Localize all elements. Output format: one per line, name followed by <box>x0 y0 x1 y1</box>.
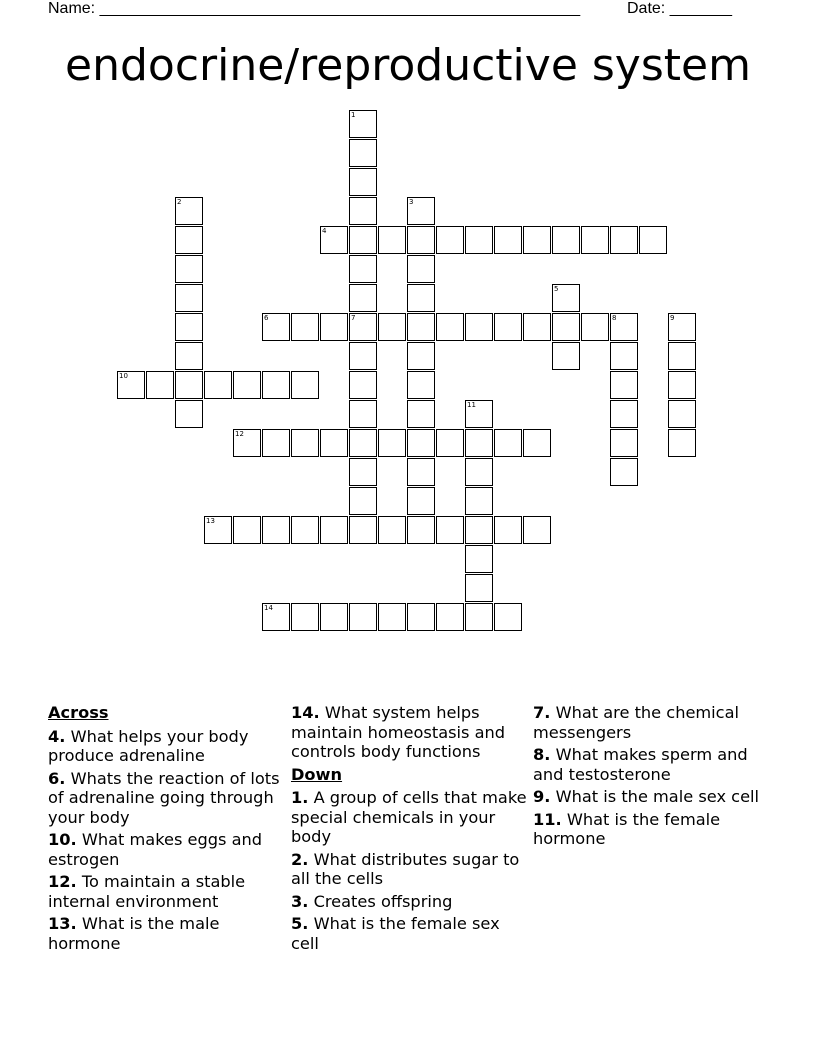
crossword-cell[interactable] <box>407 313 435 341</box>
clue-across-4: 4. What helps your body produce adrenaline <box>48 726 249 765</box>
crossword-cell[interactable] <box>407 603 435 631</box>
clue-down-8: 8. What makes sperm and and testosterone <box>533 745 748 784</box>
down-heading: Down <box>291 764 343 784</box>
clue-column-3 <box>533 703 773 852</box>
clue-down-1: 1. A group of cells that make special chemicals in your body <box>291 788 527 846</box>
crossword-cell[interactable] <box>668 313 696 341</box>
crossword-cell[interactable] <box>349 313 377 341</box>
crossword-cell[interactable] <box>523 226 551 254</box>
cell-number: 1 <box>351 111 356 119</box>
crossword-cell[interactable] <box>407 429 435 457</box>
cell-number: 9 <box>670 314 675 322</box>
crossword-cell[interactable] <box>262 371 290 399</box>
crossword-cell[interactable] <box>465 603 493 631</box>
crossword-cell[interactable] <box>436 226 464 254</box>
clue-down-9: 9. What is the male sex cell <box>533 787 760 806</box>
name-field[interactable]: Name: ______________________________________________________ <box>48 0 581 17</box>
crossword-cell[interactable] <box>378 226 406 254</box>
crossword-cell[interactable] <box>349 458 377 486</box>
crossword-cell[interactable] <box>291 371 319 399</box>
crossword-cell[interactable] <box>494 516 522 544</box>
crossword-cell[interactable] <box>349 168 377 196</box>
crossword-cell[interactable] <box>407 284 435 312</box>
crossword-cell[interactable] <box>552 342 580 370</box>
crossword-cell[interactable] <box>465 400 493 428</box>
crossword-cell[interactable] <box>175 197 203 225</box>
crossword-cell[interactable] <box>349 197 377 225</box>
crossword-cell[interactable] <box>262 313 290 341</box>
crossword-cell[interactable] <box>262 603 290 631</box>
crossword-cell[interactable] <box>291 516 319 544</box>
crossword-cell[interactable] <box>291 603 319 631</box>
crossword-cell[interactable] <box>175 371 203 399</box>
crossword-cell[interactable] <box>262 429 290 457</box>
crossword-cell[interactable] <box>465 487 493 515</box>
crossword-cell[interactable] <box>320 429 348 457</box>
crossword-cell[interactable] <box>436 516 464 544</box>
crossword-cell[interactable] <box>523 516 551 544</box>
crossword-cell[interactable] <box>349 284 377 312</box>
crossword-cell[interactable] <box>494 226 522 254</box>
crossword-cell[interactable] <box>407 371 435 399</box>
cell-number: 13 <box>206 517 215 525</box>
crossword-cell[interactable] <box>639 226 667 254</box>
crossword-cell[interactable] <box>320 226 348 254</box>
cell-number: 3 <box>409 198 414 206</box>
crossword-cell[interactable] <box>523 429 551 457</box>
crossword-cell[interactable] <box>668 429 696 457</box>
clue-across-6: 6. Whats the reaction of lots of adrenaline going through your body <box>48 768 280 827</box>
crossword-cell[interactable] <box>175 313 203 341</box>
crossword-cell[interactable] <box>262 516 290 544</box>
crossword-cell[interactable] <box>610 458 638 486</box>
crossword-cell[interactable] <box>291 429 319 457</box>
crossword-cell[interactable] <box>581 313 609 341</box>
crossword-cell[interactable] <box>465 545 493 573</box>
crossword-cell[interactable] <box>378 429 406 457</box>
crossword-cell[interactable] <box>204 371 232 399</box>
crossword-cell[interactable] <box>610 429 638 457</box>
crossword-cell[interactable] <box>523 313 551 341</box>
crossword-cell[interactable] <box>465 516 493 544</box>
page-title: endocrine/reproductive system <box>65 40 751 91</box>
crossword-cell[interactable] <box>175 255 203 283</box>
crossword-cell[interactable] <box>407 226 435 254</box>
crossword-cell[interactable] <box>349 603 377 631</box>
clue-column-1 <box>48 703 288 956</box>
crossword-cell[interactable] <box>407 516 435 544</box>
crossword-cell[interactable] <box>610 342 638 370</box>
cell-number: 4 <box>322 227 327 235</box>
crossword-cell[interactable] <box>291 313 319 341</box>
crossword-cell[interactable] <box>175 284 203 312</box>
crossword-cell[interactable] <box>175 342 203 370</box>
crossword-cell[interactable] <box>610 371 638 399</box>
crossword-cell[interactable] <box>378 516 406 544</box>
crossword-cell[interactable] <box>407 255 435 283</box>
crossword-cell[interactable] <box>320 603 348 631</box>
across-heading: Across <box>48 703 109 722</box>
crossword-cell[interactable] <box>349 342 377 370</box>
crossword-cell[interactable] <box>610 226 638 254</box>
clue-down-7: 7. What are the chemical messengers <box>533 703 739 742</box>
crossword-cell[interactable] <box>233 371 261 399</box>
crossword-cell[interactable] <box>610 313 638 341</box>
crossword-cell[interactable] <box>552 226 580 254</box>
crossword-cell[interactable] <box>407 400 435 428</box>
cell-number: 8 <box>612 314 617 322</box>
clue-across-12: 12. To maintain a stable internal environment <box>48 872 246 911</box>
crossword-cell[interactable] <box>668 342 696 370</box>
cell-number: 7 <box>351 314 356 322</box>
cell-number: 5 <box>554 285 559 293</box>
crossword-cell[interactable] <box>668 400 696 428</box>
crossword-cell[interactable] <box>146 371 174 399</box>
crossword-cell[interactable] <box>407 487 435 515</box>
crossword-cell[interactable] <box>349 139 377 167</box>
crossword-cell[interactable] <box>320 313 348 341</box>
crossword-cell[interactable] <box>204 516 232 544</box>
crossword-cell[interactable] <box>349 226 377 254</box>
crossword-cell[interactable] <box>349 487 377 515</box>
clue-down-2: 2. What distributes sugar to all the cells <box>291 849 520 888</box>
crossword-cell[interactable] <box>465 574 493 602</box>
crossword-cell[interactable] <box>320 516 348 544</box>
crossword-cell[interactable] <box>117 371 145 399</box>
cell-number: 6 <box>264 314 269 322</box>
crossword-cell[interactable] <box>494 429 522 457</box>
cell-number: 10 <box>119 372 128 380</box>
crossword-cell[interactable] <box>175 226 203 254</box>
clue-column-2 <box>291 703 531 956</box>
crossword-cell[interactable] <box>407 342 435 370</box>
crossword-cell[interactable] <box>233 516 261 544</box>
crossword-cell[interactable] <box>407 458 435 486</box>
clue-down-3: 3. Creates offspring <box>291 891 453 911</box>
crossword-cell[interactable] <box>233 429 261 457</box>
crossword-cell[interactable] <box>349 516 377 544</box>
clue-across-13: 13. What is the male hormone <box>48 914 220 953</box>
crossword-cell[interactable] <box>175 400 203 428</box>
date-field[interactable]: Date: _______ <box>627 0 732 17</box>
crossword-cell[interactable] <box>349 110 377 138</box>
crossword-cell[interactable] <box>436 429 464 457</box>
cell-number: 2 <box>177 198 182 206</box>
crossword-cell[interactable] <box>552 284 580 312</box>
crossword-cell[interactable] <box>465 458 493 486</box>
crossword-cell[interactable] <box>581 226 609 254</box>
cell-number: 11 <box>467 401 476 409</box>
crossword-cell[interactable] <box>465 429 493 457</box>
clue-across-10: 10. What makes eggs and estrogen <box>48 830 263 869</box>
crossword-cell[interactable] <box>668 371 696 399</box>
crossword-cell[interactable] <box>349 255 377 283</box>
clue-across-14: 14. What system helps maintain homeostasis and controls body functions <box>291 703 506 761</box>
cell-number: 12 <box>235 430 244 438</box>
crossword-cell[interactable] <box>494 603 522 631</box>
crossword-cell[interactable] <box>407 197 435 225</box>
crossword-cell[interactable] <box>552 313 580 341</box>
crossword-cell[interactable] <box>349 400 377 428</box>
cell-number: 14 <box>264 604 273 612</box>
crossword-cell[interactable] <box>465 313 493 341</box>
crossword-cell[interactable] <box>436 313 464 341</box>
crossword-cell[interactable] <box>465 226 493 254</box>
crossword-cell[interactable] <box>436 603 464 631</box>
crossword-cell[interactable] <box>349 429 377 457</box>
crossword-cell[interactable] <box>378 603 406 631</box>
clue-down-11: 11. What is the female hormone <box>533 809 721 848</box>
crossword-cell[interactable] <box>378 313 406 341</box>
crossword-cell[interactable] <box>349 371 377 399</box>
crossword-cell[interactable] <box>610 400 638 428</box>
clue-down-5: 5. What is the female sex cell <box>291 914 500 953</box>
crossword-cell[interactable] <box>494 313 522 341</box>
